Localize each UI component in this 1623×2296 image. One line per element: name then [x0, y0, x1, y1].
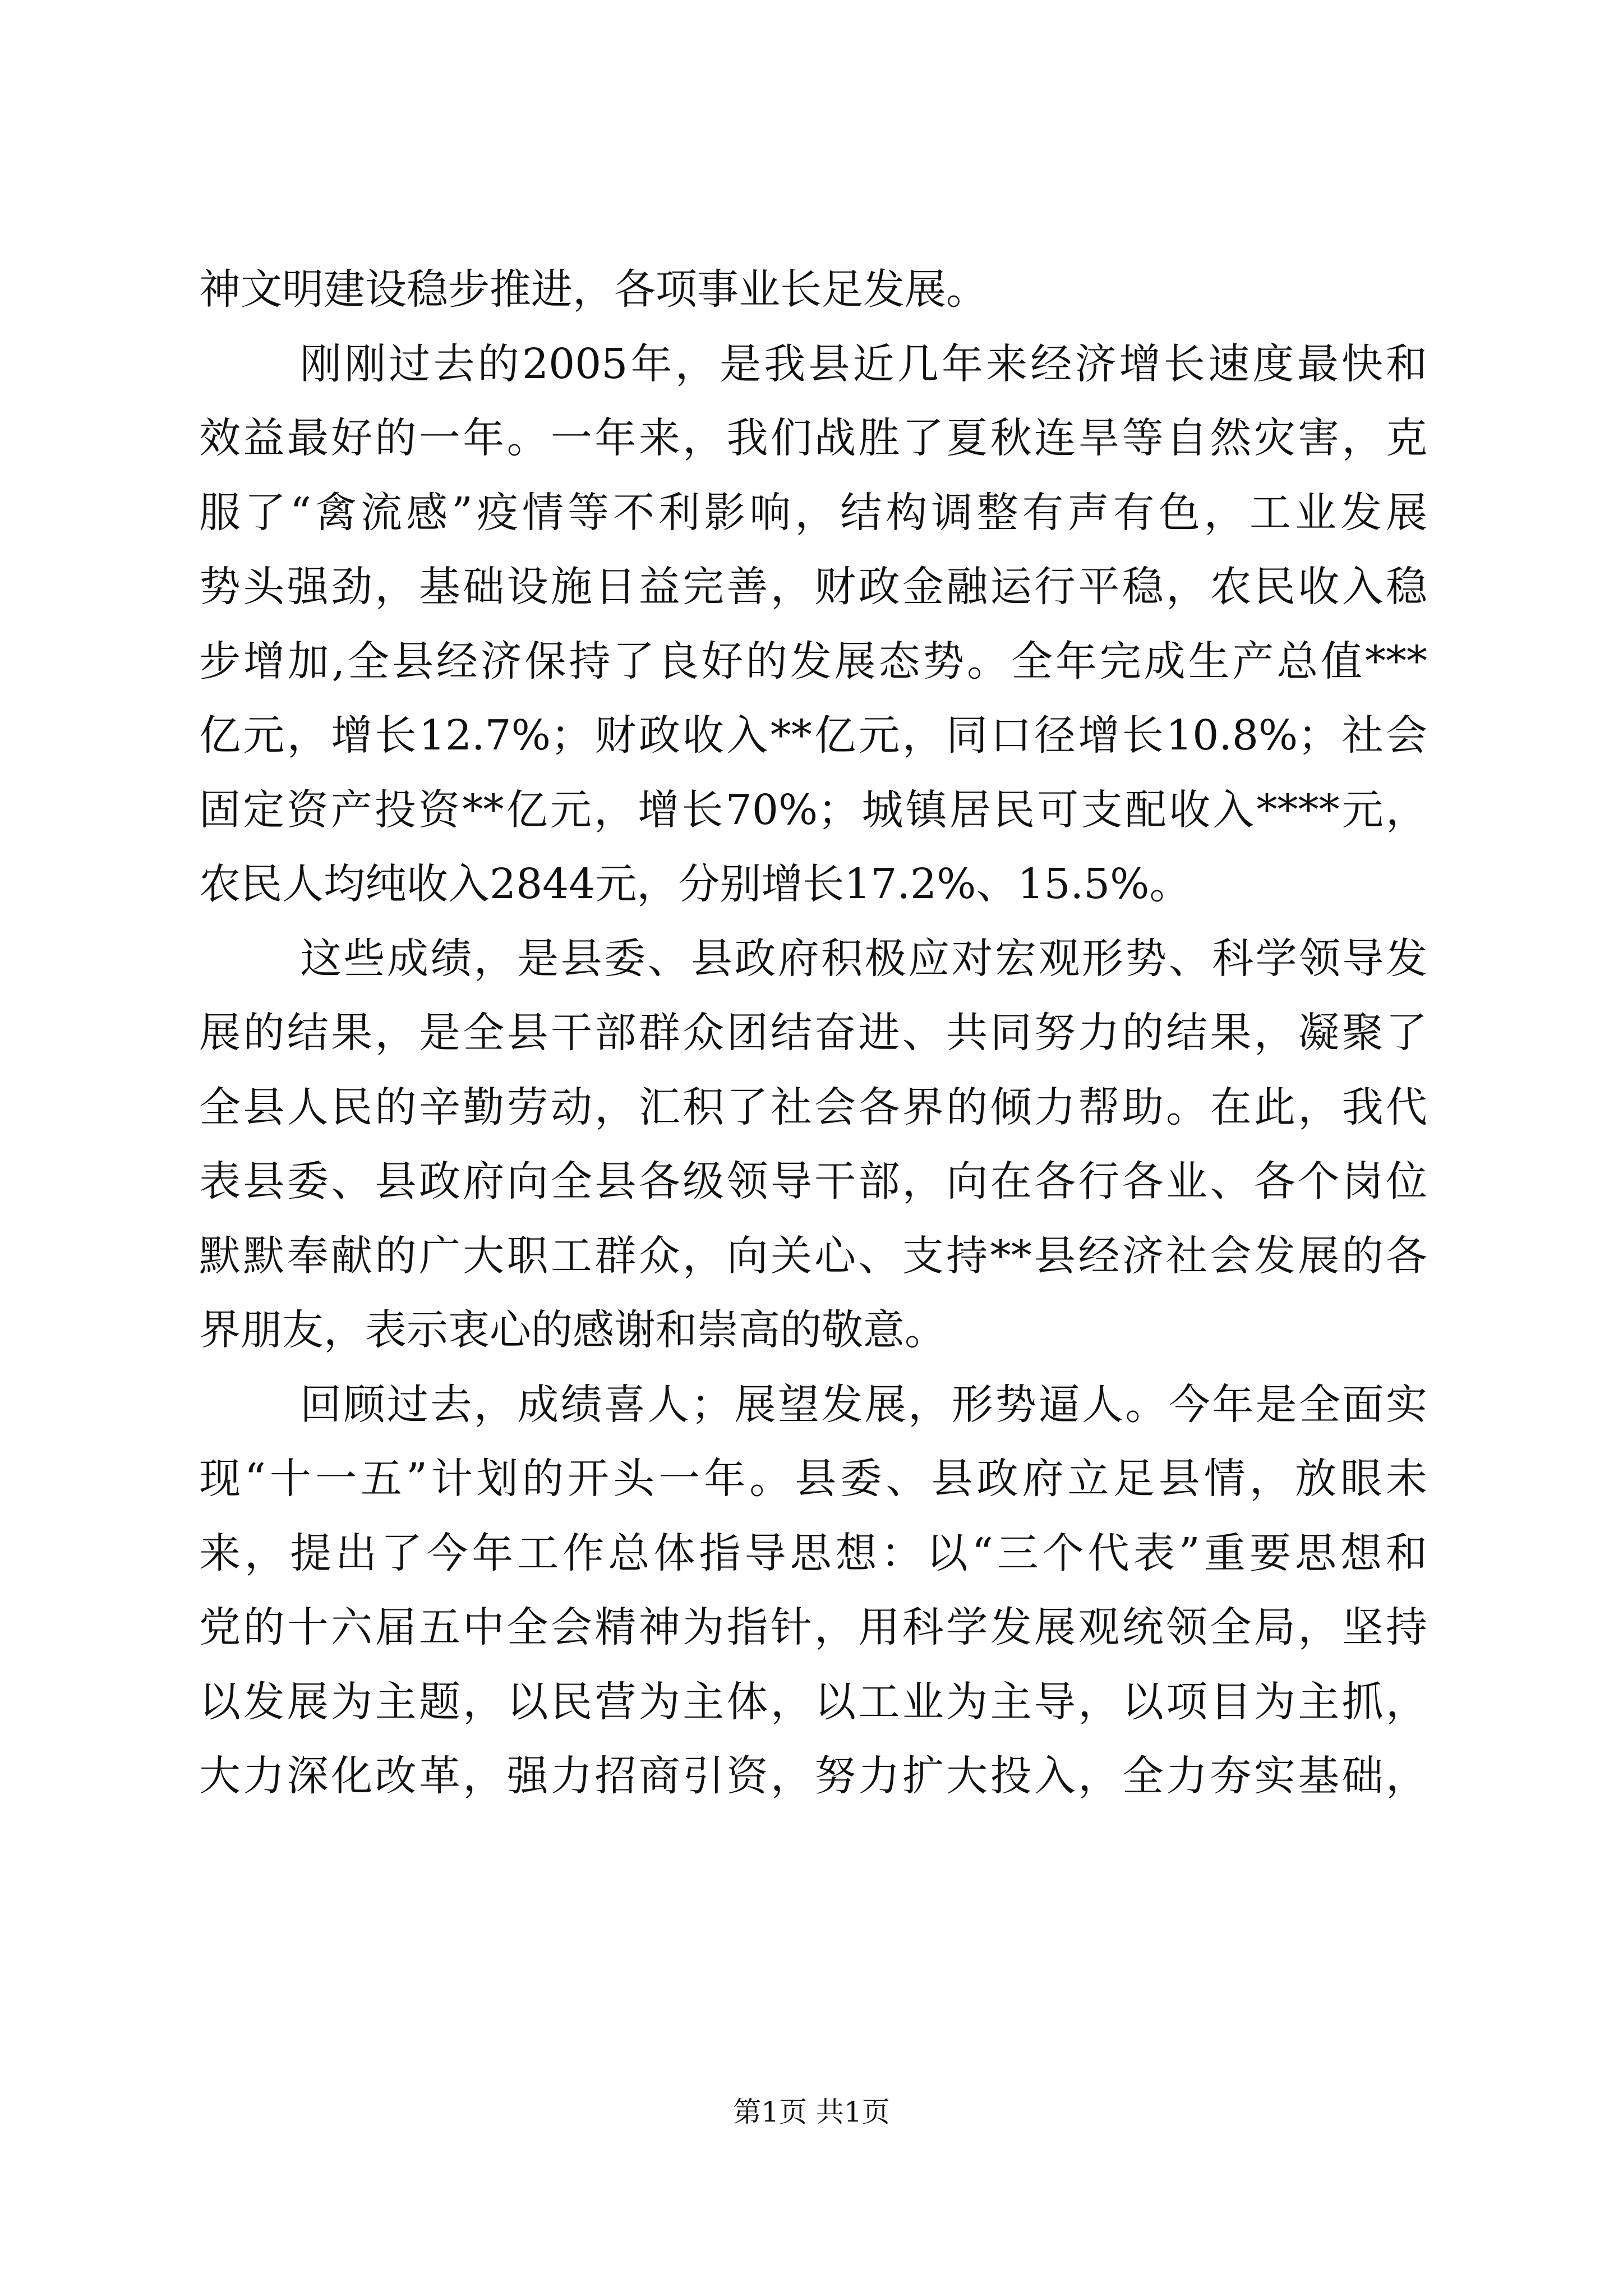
- page-footer: [0, 2092, 1623, 2132]
- text-line: 效益最好的一年。一年来，我们战胜了夏秋连旱等自然灾害，克: [199, 414, 1427, 462]
- text-line: 步增加,全县经济保持了良好的发展态势。全年完成生产总值***: [199, 637, 1427, 685]
- document-body: [199, 252, 1427, 1814]
- text-line: 以发展为主题，以民营为主体，以工业为主导，以项目为主抓，: [199, 1677, 1427, 1726]
- text-line: 亿元，增长12.7%；财政收入**亿元，同口径增长10.8%；社会: [199, 711, 1427, 760]
- text-line: 党的十六届五中全会精神为指针，用科学发展观统领全局，坚持: [199, 1603, 1427, 1651]
- text-line: 默默奉献的广大职工群众，向关心、支持**县经济社会发展的各: [199, 1231, 1427, 1280]
- text-line: 展的结果，是全县干部群众团结奋进、共同努力的结果，凝聚了: [199, 1009, 1427, 1057]
- text-line: 势头强劲，基础设施日益完善，财政金融运行平稳，农民收入稳: [199, 563, 1427, 611]
- paragraph-first-line: 刚刚过去的2005年，是我县近几年来经济增长速度最快和: [300, 339, 1427, 388]
- text-line: 神文明建设稳步推进，各项事业长足发展。: [199, 265, 988, 314]
- text-line: 服了“禽流感”疫情等不利影响，结构调整有声有色，工业发展: [199, 488, 1427, 537]
- paragraph-first-line: 回顾过去，成绩喜人；展望发展，形势逼人。今年是全面实: [300, 1380, 1427, 1429]
- text-line: 来，提出了今年工作总体指导思想：以“三个代表”重要思想和: [199, 1529, 1427, 1577]
- page-number-label: 第1页 共1页: [733, 2096, 890, 2128]
- text-line: 界朋友，表示衷心的感谢和崇高的敬意。: [199, 1306, 946, 1354]
- text-line: 固定资产投资**亿元，增长70%；城镇居民可支配收入****元，: [199, 785, 1427, 834]
- text-line: 现“十一五”计划的开头一年。县委、县政府立足县情，放眼未: [199, 1455, 1427, 1503]
- text-line: 全县人民的辛勤劳动，汇积了社会各界的倾力帮助。在此，我代: [199, 1083, 1427, 1131]
- text-line: 表县委、县政府向全县各级领导干部，向在各行各业、各个岗位: [199, 1157, 1427, 1205]
- paragraph-first-line: 这些成绩，是县委、县政府积极应对宏观形势、科学领导发: [300, 934, 1427, 983]
- text-line: 大力深化改革，强力招商引资，努力扩大投入，全力夯实基础，: [199, 1752, 1427, 1800]
- text-line: 农民人均纯收入2844元，分别增长17.2%、15.5%。: [199, 860, 1191, 908]
